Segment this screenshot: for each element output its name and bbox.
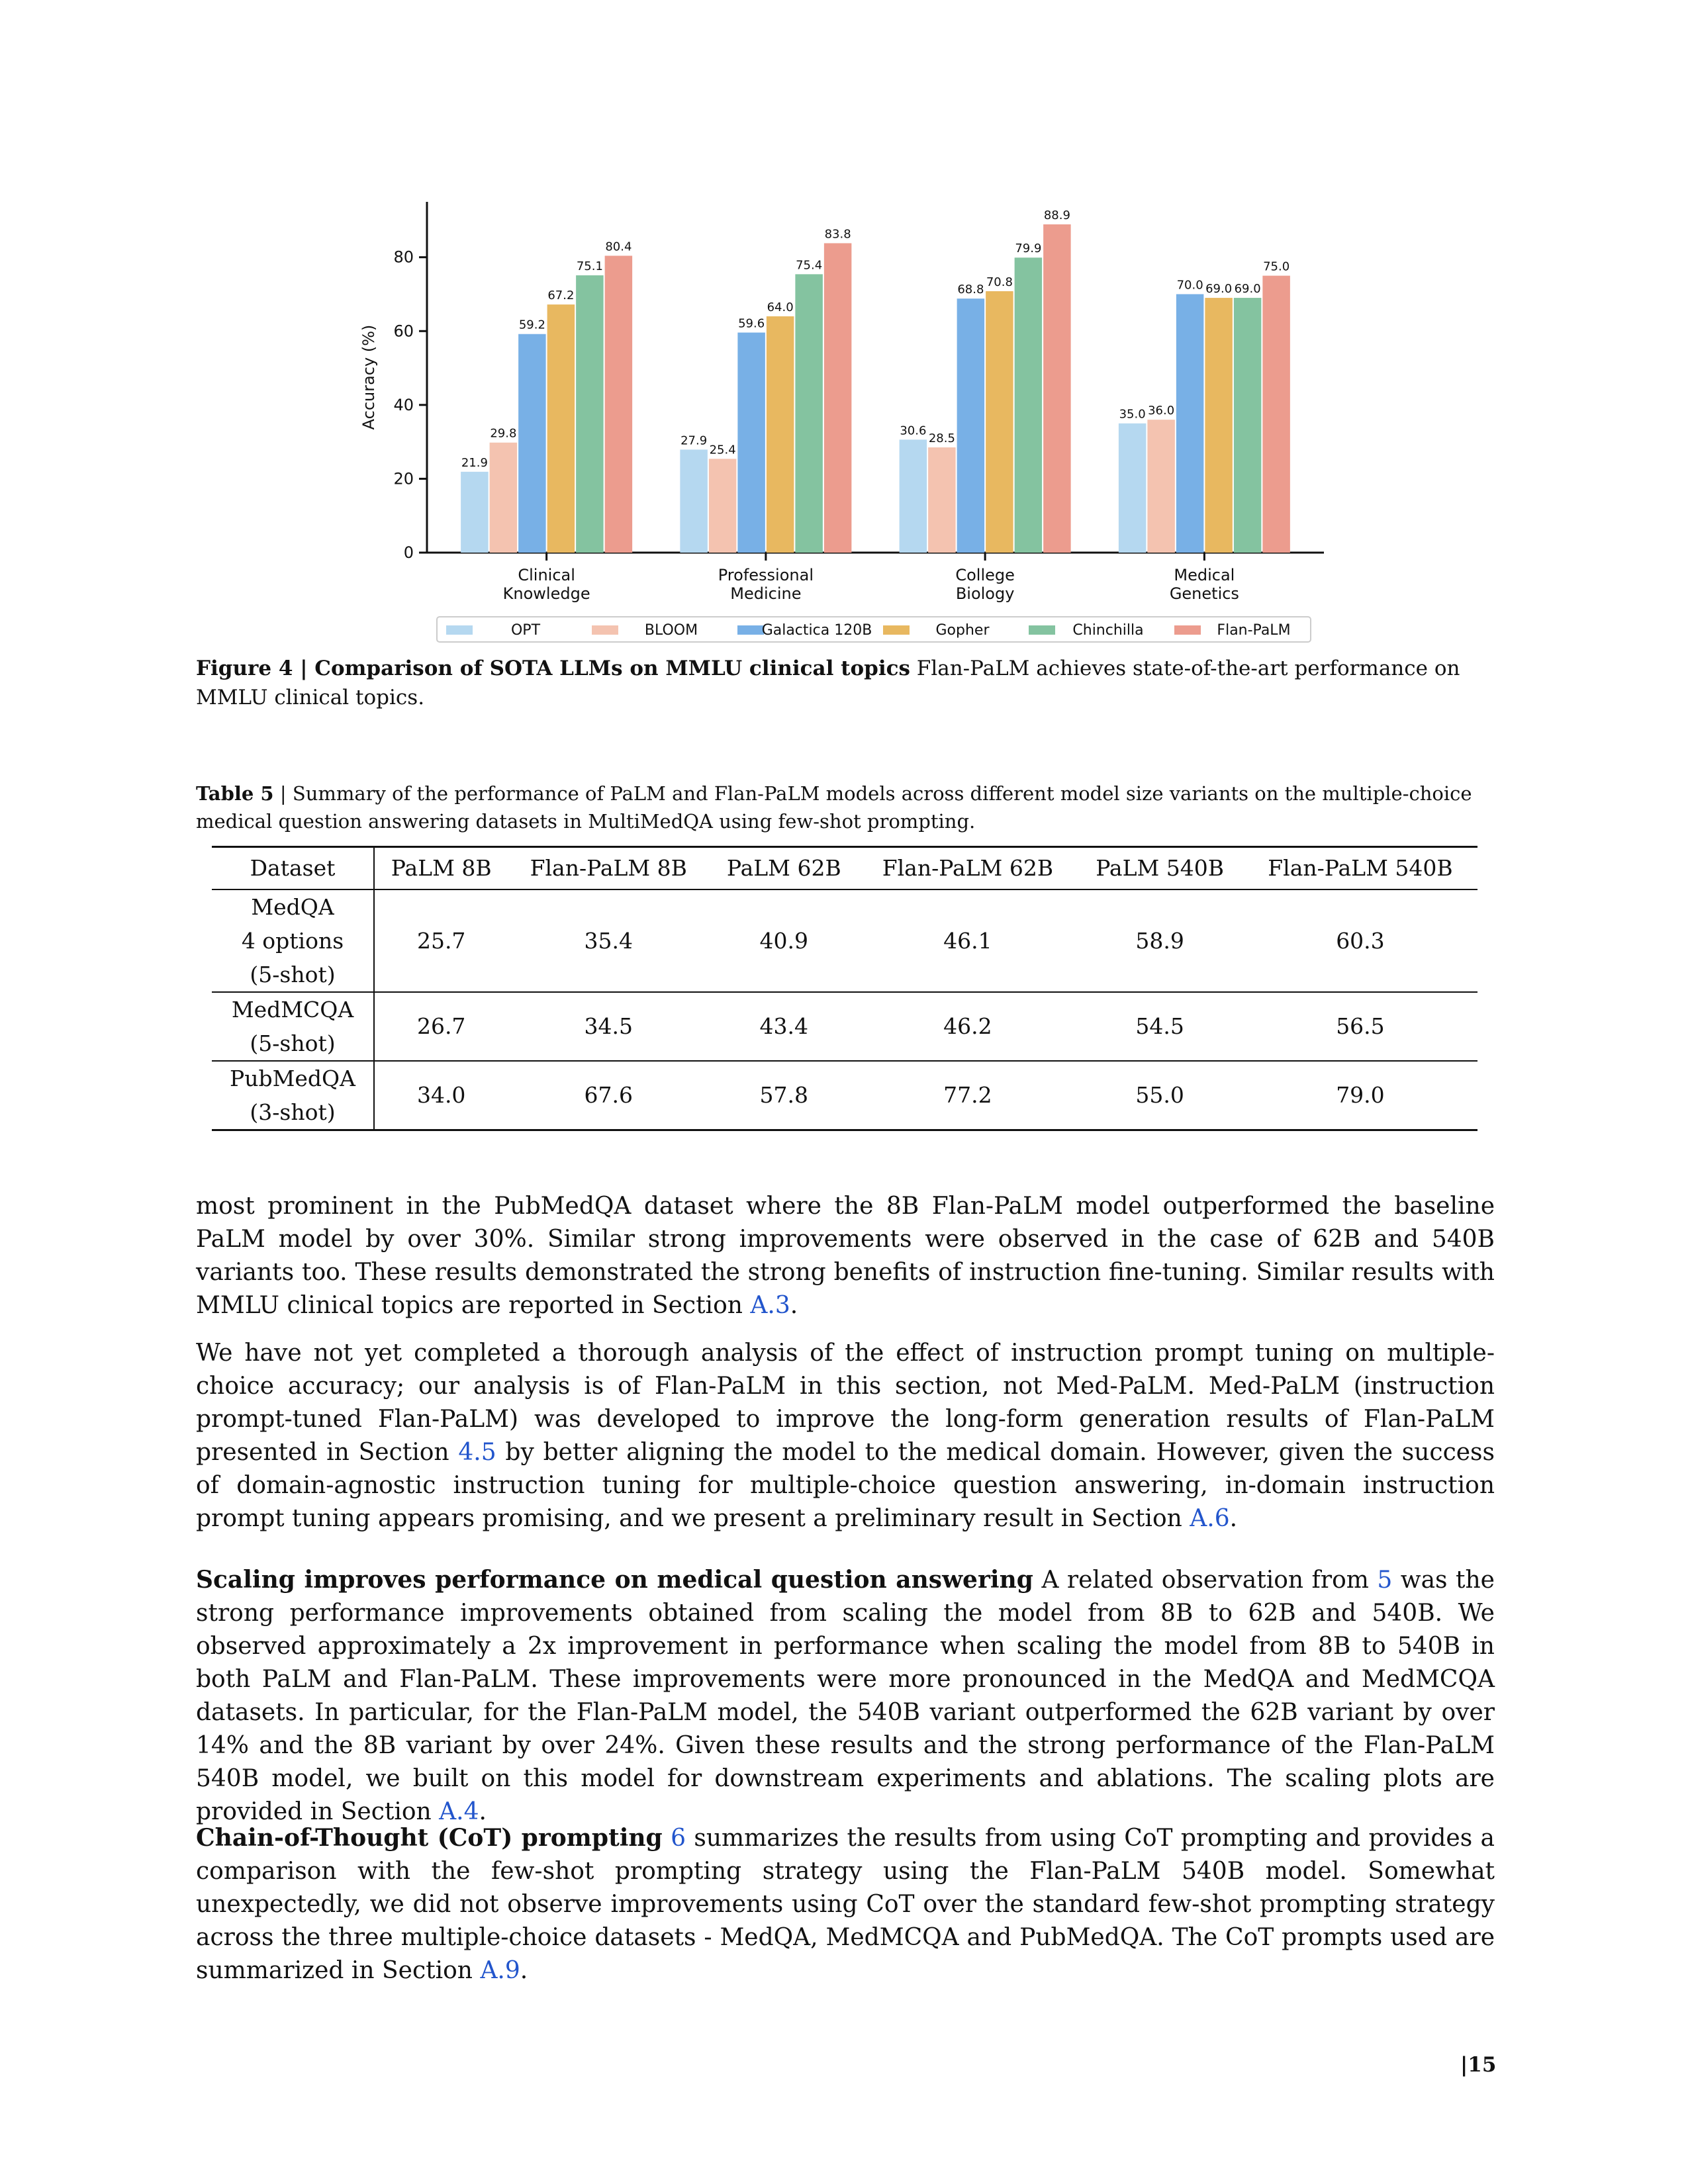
data-label: 21.9 (461, 455, 488, 470)
header-dataset: Dataset (212, 847, 374, 889)
data-label: 59.6 (738, 316, 765, 331)
data-label: 36.0 (1148, 404, 1175, 418)
figure-label: Figure 4 | Comparison of SOTA LLMs on MMLU clinical topics (196, 657, 910, 680)
table-cell: 35.4 (584, 927, 633, 954)
data-label: 80.4 (605, 240, 632, 254)
paragraph-3-heading: Scaling improves performance on medical question answering (196, 1566, 1033, 1594)
y-axis-label: Accuracy (%) (359, 324, 378, 430)
page-number: |15 (1460, 2053, 1497, 2077)
table-cell: 56.5 (1243, 992, 1477, 1061)
x-tick-label: Professional (718, 566, 814, 584)
legend-swatch (446, 625, 473, 635)
bar (461, 472, 489, 553)
data-label: 75.4 (796, 258, 823, 273)
dataset-cell: MedQA 4 options (5-shot) (212, 889, 374, 992)
bar (709, 459, 737, 553)
legend-label: Flan-PaLM (1217, 622, 1291, 639)
data-label: 30.6 (900, 424, 927, 438)
table-cell: 34.5 (508, 992, 709, 1061)
table-cell: 58.9 (1135, 927, 1184, 954)
paragraph-2: We have not yet completed a thorough analysis of the effect of instruction prompt tuning on multiple-choice accuracy; our analysis is of Flan-PaLM in this section, not Med-PaLM. Med-PaLM (instruction prompt-tuned Flan-PaLM) was developed to improve the long-form generation results of Flan-PaLM presented in Section 4.5 by better aligning the model to the medical domain. However, given the success of domain-agnostic instruction tuning for multiple-choice question answering, in-domain instruction prompt tuning appears promising, and we present a preliminary result in Section A.6. (196, 1340, 1495, 1532)
bar (490, 443, 518, 553)
bar (1119, 424, 1147, 553)
bar (547, 304, 575, 553)
data-label: 35.0 (1119, 407, 1146, 422)
table-cell: 57.8 (709, 1061, 859, 1130)
dataset-cell: MedMCQA (5-shot) (212, 992, 374, 1061)
table-caption (196, 780, 1493, 835)
bar (737, 332, 765, 553)
results-table (212, 846, 1477, 1131)
data-label: 27.9 (680, 433, 708, 448)
bar (1015, 257, 1043, 553)
table-cell: 43.4 (709, 992, 859, 1061)
data-label: 29.8 (490, 426, 517, 441)
table-cell: 54.5 (1076, 992, 1243, 1061)
table-cell: 46.2 (859, 992, 1076, 1061)
bar (1234, 298, 1262, 553)
table-cell: 55.0 (1076, 1061, 1243, 1130)
section-link-a4[interactable]: A.4 (439, 1798, 479, 1825)
bar (986, 291, 1013, 553)
legend-label: Gopher (935, 622, 990, 639)
x-tick-label: Clinical (518, 566, 575, 584)
bar (795, 274, 823, 553)
table-link-6[interactable]: 6 (671, 1825, 686, 1852)
bar (1043, 224, 1071, 553)
header-flan-palm-62b: Flan-PaLM 62B (859, 847, 1076, 889)
data-label: 70.8 (986, 275, 1013, 290)
data-label: 88.9 (1043, 208, 1070, 223)
bar-chart (344, 192, 1337, 649)
header-flan-palm-8b: Flan-PaLM 8B (508, 847, 709, 889)
legend-swatch (737, 625, 764, 635)
table-row (212, 1061, 1477, 1130)
data-label: 68.8 (957, 283, 984, 297)
bar (900, 439, 927, 553)
table-cell: 67.6 (508, 1061, 709, 1130)
bar (680, 449, 708, 553)
legend-swatch (1174, 625, 1201, 635)
paragraph-1: most prominent in the PubMedQA dataset where the 8B Flan-PaLM model outperformed the baseline PaLM model by over 30%. Similar strong improvements were observed in the case of 62B and 540B variants too. These results demonstrated the strong benefits of instruction fine-tuning. Similar results with MMLU clinical topics are reported in Section A.3. (196, 1193, 1495, 1319)
bar (1205, 298, 1233, 553)
y-tick-label: 20 (393, 469, 414, 488)
section-link-a9[interactable]: A.9 (480, 1957, 520, 1984)
bar (1147, 420, 1175, 553)
dataset-cell: PubMedQA (3-shot) (212, 1061, 374, 1130)
bar (824, 243, 852, 553)
data-label: 64.0 (767, 300, 794, 314)
table-cell: 25.7 (416, 927, 466, 954)
legend-label: Chinchilla (1072, 622, 1144, 639)
data-label: 69.0 (1234, 282, 1261, 296)
bar (928, 447, 956, 553)
x-tick-label: Medicine (730, 584, 802, 603)
table-cell: 46.1 (943, 927, 992, 954)
data-label: 59.2 (518, 318, 545, 332)
table-cell: 77.2 (859, 1061, 1076, 1130)
section-link-4-5[interactable]: 4.5 (458, 1439, 496, 1466)
y-tick-label: 80 (393, 248, 414, 267)
legend-swatch (592, 625, 618, 635)
table-cell: 40.9 (759, 927, 809, 954)
header-palm-8b: PaLM 8B (374, 847, 508, 889)
table-cell: 34.0 (374, 1061, 508, 1130)
data-label: 25.4 (709, 443, 736, 457)
table-caption-text: | Summary of the performance of PaLM and Flan-PaLM models across different model size variants on the multiple-choice medical question answering datasets in MultiMedQA using few-shot prompting. (196, 782, 1472, 833)
table-cell: 79.0 (1243, 1061, 1477, 1130)
header-palm-62b: PaLM 62B (709, 847, 859, 889)
data-label: 75.0 (1263, 259, 1290, 274)
data-label: 79.9 (1015, 242, 1042, 256)
table-header-row (212, 847, 1477, 889)
figure-caption-text: Flan-PaLM achieves state-of-the-art performance on MMLU clinical topics. (196, 657, 1460, 709)
table-row (212, 889, 1477, 992)
data-label: 83.8 (824, 227, 851, 242)
legend-label: OPT (510, 622, 541, 639)
table-cell: 60.3 (1336, 927, 1385, 954)
paragraph-4: Chain-of-Thought (CoT) prompting 6 summarizes the results from using CoT prompting and provides a comparison with the few-shot prompting strategy using the Flan-PaLM 540B model. Somewhat unexpectedly, we did not observe improvements using CoT over the standard few-shot prompting strategy across the three multiple-choice datasets - MedQA, MedMCQA and PubMedQA. The CoT prompts used are summarized in Section A.9. (196, 1824, 1495, 1984)
legend-label: Galactica 120B (761, 622, 872, 639)
header-flan-palm-540b: Flan-PaLM 540B (1243, 847, 1477, 889)
header-palm-540b: PaLM 540B (1076, 847, 1243, 889)
x-tick-label: Genetics (1169, 584, 1239, 603)
table-row (212, 992, 1477, 1061)
paragraph-4-heading: Chain-of-Thought (CoT) prompting (196, 1824, 663, 1852)
bar (957, 298, 985, 553)
bar (518, 334, 546, 553)
data-label: 28.5 (928, 432, 955, 445)
legend-swatch (1029, 625, 1055, 635)
bar (1262, 276, 1290, 553)
bar (576, 275, 604, 553)
data-label: 70.0 (1176, 278, 1203, 293)
x-tick-label: Medical (1174, 566, 1235, 584)
legend-swatch (883, 625, 910, 635)
x-tick-label: Biology (955, 584, 1015, 603)
bar (1176, 294, 1204, 553)
table-link-5[interactable]: 5 (1377, 1567, 1393, 1594)
bar (605, 255, 633, 553)
table-cell: 26.7 (374, 992, 508, 1061)
data-label: 69.0 (1205, 282, 1233, 296)
x-tick-label: College (955, 566, 1015, 584)
figure-caption (196, 654, 1493, 712)
table-label: Table 5 (196, 782, 274, 805)
x-tick-label: Knowledge (502, 584, 590, 603)
y-tick-label: 0 (403, 543, 414, 562)
data-label: 67.2 (547, 289, 575, 303)
section-link-a3[interactable]: A.3 (750, 1292, 790, 1319)
y-tick-label: 40 (393, 395, 414, 414)
bar (767, 316, 794, 553)
paragraph-3: Scaling improves performance on medical question answering A related observation from 5 was the strong performance improvements obtained from scaling the model from 8B to 62B and 540B. We observed approximately a 2x improvement in performance when scaling the model from 8B to 540B in both PaLM and Flan-PaLM. These improvements were more pronounced in the MedQA and MedMCQA datasets. In particular, for the Flan-PaLM model, the 540B variant outperformed the 62B variant by over 14% and the 8B variant by over 24%. Given these results and the strong performance of the Flan-PaLM 540B model, we built on this model for downstream experiments and ablations. The scaling plots are provided in Section A.4. (196, 1566, 1495, 1825)
section-link-a6[interactable]: A.6 (1190, 1505, 1230, 1532)
data-label: 75.1 (576, 259, 603, 274)
y-tick-label: 60 (393, 322, 414, 341)
legend-label: BLOOM (644, 622, 698, 639)
